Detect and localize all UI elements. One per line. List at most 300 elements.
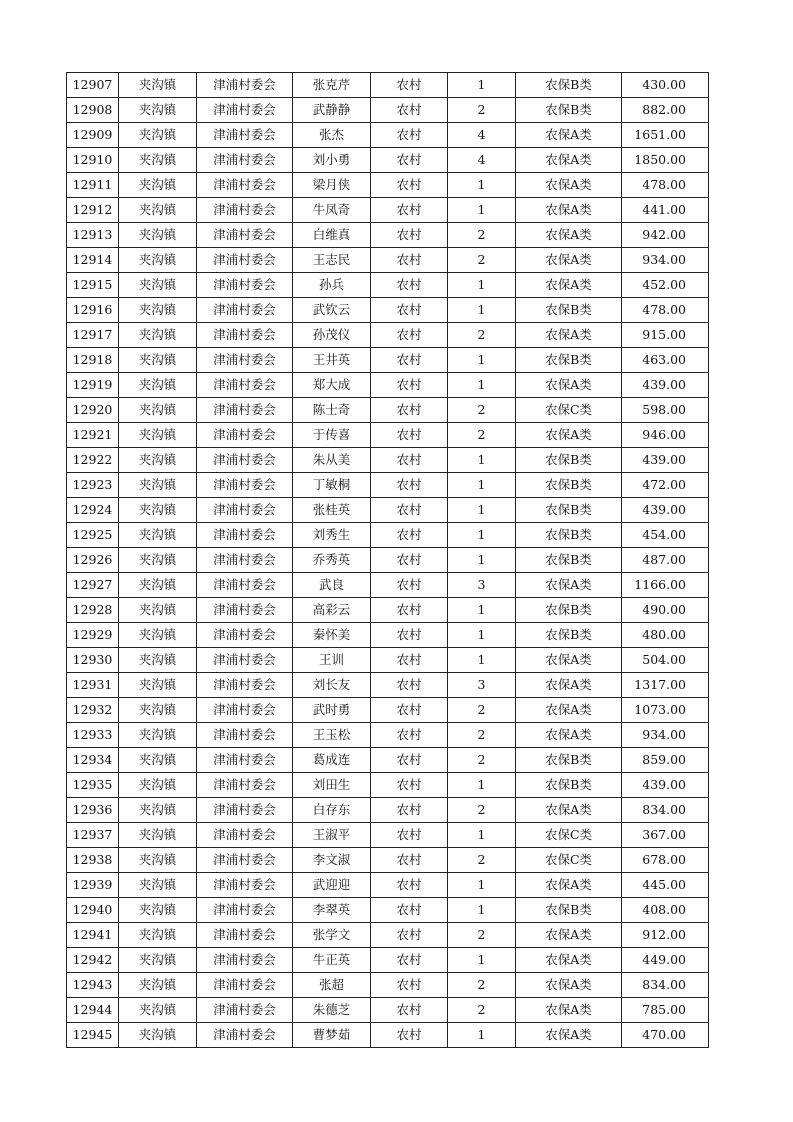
town-cell: 夹沟镇 <box>119 823 197 848</box>
village-committee-cell: 津浦村委会 <box>197 348 293 373</box>
village-committee-cell: 津浦村委会 <box>197 573 293 598</box>
member-count-cell: 2 <box>448 423 516 448</box>
serial-number-cell: 12934 <box>67 748 119 773</box>
table-row <box>67 823 709 848</box>
member-count-cell: 1 <box>448 948 516 973</box>
insurance-class-cell: 农保A类 <box>516 648 622 673</box>
amount-cell: 882.00 <box>622 98 709 123</box>
roster-table <box>66 72 709 1048</box>
serial-number-cell: 12940 <box>67 898 119 923</box>
serial-number-cell: 12915 <box>67 273 119 298</box>
village-committee-cell: 津浦村委会 <box>197 598 293 623</box>
name-cell: 秦怀美 <box>293 623 371 648</box>
serial-number-cell: 12909 <box>67 123 119 148</box>
amount-cell: 472.00 <box>622 473 709 498</box>
member-count-cell: 1 <box>448 823 516 848</box>
town-cell: 夹沟镇 <box>119 898 197 923</box>
table-row <box>67 798 709 823</box>
insurance-class-cell: 农保A类 <box>516 198 622 223</box>
name-cell: 王志民 <box>293 248 371 273</box>
table-row <box>67 373 709 398</box>
serial-number-cell: 12911 <box>67 173 119 198</box>
table-row <box>67 623 709 648</box>
roster-table-body <box>67 73 709 1048</box>
town-cell: 夹沟镇 <box>119 1023 197 1048</box>
table-row <box>67 148 709 173</box>
table-row <box>67 73 709 98</box>
village-committee-cell: 津浦村委会 <box>197 73 293 98</box>
name-cell: 牛正英 <box>293 948 371 973</box>
household-type-cell: 农村 <box>371 98 448 123</box>
table-row <box>67 848 709 873</box>
name-cell: 白存东 <box>293 798 371 823</box>
serial-number-cell: 12935 <box>67 773 119 798</box>
member-count-cell: 3 <box>448 573 516 598</box>
member-count-cell: 2 <box>448 248 516 273</box>
table-row <box>67 548 709 573</box>
member-count-cell: 1 <box>448 73 516 98</box>
member-count-cell: 2 <box>448 798 516 823</box>
village-committee-cell: 津浦村委会 <box>197 798 293 823</box>
member-count-cell: 2 <box>448 973 516 998</box>
household-type-cell: 农村 <box>371 973 448 998</box>
insurance-class-cell: 农保B类 <box>516 598 622 623</box>
village-committee-cell: 津浦村委会 <box>197 973 293 998</box>
village-committee-cell: 津浦村委会 <box>197 923 293 948</box>
amount-cell: 478.00 <box>622 298 709 323</box>
name-cell: 张克芹 <box>293 73 371 98</box>
name-cell: 白维真 <box>293 223 371 248</box>
household-type-cell: 农村 <box>371 698 448 723</box>
table-row <box>67 748 709 773</box>
member-count-cell: 2 <box>448 923 516 948</box>
member-count-cell: 2 <box>448 848 516 873</box>
member-count-cell: 1 <box>448 473 516 498</box>
insurance-class-cell: 农保B类 <box>516 498 622 523</box>
village-committee-cell: 津浦村委会 <box>197 248 293 273</box>
amount-cell: 449.00 <box>622 948 709 973</box>
household-type-cell: 农村 <box>371 773 448 798</box>
member-count-cell: 1 <box>448 1023 516 1048</box>
insurance-class-cell: 农保A类 <box>516 973 622 998</box>
household-type-cell: 农村 <box>371 423 448 448</box>
village-committee-cell: 津浦村委会 <box>197 848 293 873</box>
table-row <box>67 998 709 1023</box>
amount-cell: 439.00 <box>622 448 709 473</box>
amount-cell: 934.00 <box>622 248 709 273</box>
table-row <box>67 1023 709 1048</box>
name-cell: 高彩云 <box>293 598 371 623</box>
insurance-class-cell: 农保A类 <box>516 323 622 348</box>
amount-cell: 1073.00 <box>622 698 709 723</box>
town-cell: 夹沟镇 <box>119 473 197 498</box>
insurance-class-cell: 农保A类 <box>516 148 622 173</box>
town-cell: 夹沟镇 <box>119 773 197 798</box>
insurance-class-cell: 农保B类 <box>516 773 622 798</box>
serial-number-cell: 12928 <box>67 598 119 623</box>
name-cell: 朱从美 <box>293 448 371 473</box>
village-committee-cell: 津浦村委会 <box>197 123 293 148</box>
village-committee-cell: 津浦村委会 <box>197 998 293 1023</box>
member-count-cell: 1 <box>448 773 516 798</box>
village-committee-cell: 津浦村委会 <box>197 673 293 698</box>
town-cell: 夹沟镇 <box>119 973 197 998</box>
serial-number-cell: 12927 <box>67 573 119 598</box>
insurance-class-cell: 农保B类 <box>516 548 622 573</box>
amount-cell: 480.00 <box>622 623 709 648</box>
amount-cell: 445.00 <box>622 873 709 898</box>
name-cell: 朱德芝 <box>293 998 371 1023</box>
insurance-class-cell: 农保A类 <box>516 698 622 723</box>
name-cell: 武静静 <box>293 98 371 123</box>
name-cell: 武迎迎 <box>293 873 371 898</box>
table-row <box>67 398 709 423</box>
serial-number-cell: 12910 <box>67 148 119 173</box>
village-committee-cell: 津浦村委会 <box>197 273 293 298</box>
village-committee-cell: 津浦村委会 <box>197 948 293 973</box>
table-row <box>67 448 709 473</box>
town-cell: 夹沟镇 <box>119 648 197 673</box>
household-type-cell: 农村 <box>371 473 448 498</box>
serial-number-cell: 12920 <box>67 398 119 423</box>
town-cell: 夹沟镇 <box>119 623 197 648</box>
member-count-cell: 4 <box>448 148 516 173</box>
amount-cell: 454.00 <box>622 523 709 548</box>
member-count-cell: 1 <box>448 198 516 223</box>
household-type-cell: 农村 <box>371 448 448 473</box>
household-type-cell: 农村 <box>371 273 448 298</box>
village-committee-cell: 津浦村委会 <box>197 223 293 248</box>
amount-cell: 834.00 <box>622 973 709 998</box>
serial-number-cell: 12932 <box>67 698 119 723</box>
town-cell: 夹沟镇 <box>119 98 197 123</box>
insurance-class-cell: 农保B类 <box>516 623 622 648</box>
serial-number-cell: 12908 <box>67 98 119 123</box>
name-cell: 张超 <box>293 973 371 998</box>
serial-number-cell: 12923 <box>67 473 119 498</box>
town-cell: 夹沟镇 <box>119 398 197 423</box>
name-cell: 刘小勇 <box>293 148 371 173</box>
insurance-class-cell: 农保A类 <box>516 948 622 973</box>
village-committee-cell: 津浦村委会 <box>197 823 293 848</box>
serial-number-cell: 12918 <box>67 348 119 373</box>
household-type-cell: 农村 <box>371 498 448 523</box>
serial-number-cell: 12944 <box>67 998 119 1023</box>
household-type-cell: 农村 <box>371 573 448 598</box>
serial-number-cell: 12945 <box>67 1023 119 1048</box>
table-row <box>67 648 709 673</box>
insurance-class-cell: 农保A类 <box>516 123 622 148</box>
insurance-class-cell: 农保A类 <box>516 673 622 698</box>
household-type-cell: 农村 <box>371 948 448 973</box>
amount-cell: 478.00 <box>622 173 709 198</box>
insurance-class-cell: 农保A类 <box>516 923 622 948</box>
insurance-class-cell: 农保B类 <box>516 898 622 923</box>
town-cell: 夹沟镇 <box>119 148 197 173</box>
member-count-cell: 2 <box>448 323 516 348</box>
table-row <box>67 598 709 623</box>
insurance-class-cell: 农保A类 <box>516 248 622 273</box>
household-type-cell: 农村 <box>371 73 448 98</box>
serial-number-cell: 12913 <box>67 223 119 248</box>
town-cell: 夹沟镇 <box>119 798 197 823</box>
member-count-cell: 1 <box>448 598 516 623</box>
table-row <box>67 973 709 998</box>
name-cell: 王训 <box>293 648 371 673</box>
name-cell: 王井英 <box>293 348 371 373</box>
member-count-cell: 1 <box>448 898 516 923</box>
table-row <box>67 298 709 323</box>
insurance-class-cell: 农保C类 <box>516 398 622 423</box>
village-committee-cell: 津浦村委会 <box>197 623 293 648</box>
table-row <box>67 473 709 498</box>
village-committee-cell: 津浦村委会 <box>197 148 293 173</box>
amount-cell: 439.00 <box>622 773 709 798</box>
name-cell: 刘田生 <box>293 773 371 798</box>
name-cell: 丁敏桐 <box>293 473 371 498</box>
member-count-cell: 1 <box>448 273 516 298</box>
household-type-cell: 农村 <box>371 798 448 823</box>
name-cell: 刘长友 <box>293 673 371 698</box>
village-committee-cell: 津浦村委会 <box>197 448 293 473</box>
name-cell: 张杰 <box>293 123 371 148</box>
amount-cell: 463.00 <box>622 348 709 373</box>
household-type-cell: 农村 <box>371 923 448 948</box>
member-count-cell: 1 <box>448 348 516 373</box>
insurance-class-cell: 农保A类 <box>516 373 622 398</box>
village-committee-cell: 津浦村委会 <box>197 498 293 523</box>
amount-cell: 942.00 <box>622 223 709 248</box>
insurance-class-cell: 农保A类 <box>516 873 622 898</box>
name-cell: 孙兵 <box>293 273 371 298</box>
insurance-class-cell: 农保B类 <box>516 98 622 123</box>
amount-cell: 441.00 <box>622 198 709 223</box>
name-cell: 张学文 <box>293 923 371 948</box>
town-cell: 夹沟镇 <box>119 423 197 448</box>
member-count-cell: 1 <box>448 523 516 548</box>
household-type-cell: 农村 <box>371 598 448 623</box>
member-count-cell: 1 <box>448 298 516 323</box>
town-cell: 夹沟镇 <box>119 223 197 248</box>
amount-cell: 470.00 <box>622 1023 709 1048</box>
town-cell: 夹沟镇 <box>119 598 197 623</box>
name-cell: 刘秀生 <box>293 523 371 548</box>
household-type-cell: 农村 <box>371 398 448 423</box>
amount-cell: 1850.00 <box>622 148 709 173</box>
member-count-cell: 1 <box>448 873 516 898</box>
town-cell: 夹沟镇 <box>119 373 197 398</box>
serial-number-cell: 12943 <box>67 973 119 998</box>
amount-cell: 487.00 <box>622 548 709 573</box>
household-type-cell: 农村 <box>371 898 448 923</box>
name-cell: 李文淑 <box>293 848 371 873</box>
serial-number-cell: 12939 <box>67 873 119 898</box>
member-count-cell: 1 <box>448 373 516 398</box>
insurance-class-cell: 农保A类 <box>516 273 622 298</box>
insurance-class-cell: 农保C类 <box>516 823 622 848</box>
amount-cell: 915.00 <box>622 323 709 348</box>
household-type-cell: 农村 <box>371 623 448 648</box>
village-committee-cell: 津浦村委会 <box>197 773 293 798</box>
household-type-cell: 农村 <box>371 823 448 848</box>
town-cell: 夹沟镇 <box>119 548 197 573</box>
serial-number-cell: 12929 <box>67 623 119 648</box>
serial-number-cell: 12925 <box>67 523 119 548</box>
table-row <box>67 273 709 298</box>
member-count-cell: 3 <box>448 673 516 698</box>
serial-number-cell: 12938 <box>67 848 119 873</box>
village-committee-cell: 津浦村委会 <box>197 698 293 723</box>
name-cell: 张桂英 <box>293 498 371 523</box>
name-cell: 于传喜 <box>293 423 371 448</box>
town-cell: 夹沟镇 <box>119 123 197 148</box>
name-cell: 郑大成 <box>293 373 371 398</box>
amount-cell: 678.00 <box>622 848 709 873</box>
insurance-class-cell: 农保B类 <box>516 523 622 548</box>
table-row <box>67 98 709 123</box>
town-cell: 夹沟镇 <box>119 448 197 473</box>
amount-cell: 1651.00 <box>622 123 709 148</box>
serial-number-cell: 12924 <box>67 498 119 523</box>
town-cell: 夹沟镇 <box>119 273 197 298</box>
town-cell: 夹沟镇 <box>119 948 197 973</box>
table-row <box>67 673 709 698</box>
amount-cell: 912.00 <box>622 923 709 948</box>
household-type-cell: 农村 <box>371 748 448 773</box>
town-cell: 夹沟镇 <box>119 848 197 873</box>
table-row <box>67 948 709 973</box>
village-committee-cell: 津浦村委会 <box>197 523 293 548</box>
village-committee-cell: 津浦村委会 <box>197 398 293 423</box>
table-row <box>67 423 709 448</box>
insurance-class-cell: 农保A类 <box>516 223 622 248</box>
serial-number-cell: 12922 <box>67 448 119 473</box>
insurance-class-cell: 农保A类 <box>516 573 622 598</box>
member-count-cell: 2 <box>448 748 516 773</box>
serial-number-cell: 12916 <box>67 298 119 323</box>
name-cell: 武时勇 <box>293 698 371 723</box>
amount-cell: 367.00 <box>622 823 709 848</box>
household-type-cell: 农村 <box>371 848 448 873</box>
town-cell: 夹沟镇 <box>119 348 197 373</box>
member-count-cell: 1 <box>448 448 516 473</box>
village-committee-cell: 津浦村委会 <box>197 473 293 498</box>
insurance-class-cell: 农保C类 <box>516 848 622 873</box>
amount-cell: 439.00 <box>622 498 709 523</box>
insurance-class-cell: 农保B类 <box>516 473 622 498</box>
town-cell: 夹沟镇 <box>119 498 197 523</box>
serial-number-cell: 12937 <box>67 823 119 848</box>
household-type-cell: 农村 <box>371 148 448 173</box>
insurance-class-cell: 农保A类 <box>516 173 622 198</box>
amount-cell: 490.00 <box>622 598 709 623</box>
village-committee-cell: 津浦村委会 <box>197 548 293 573</box>
town-cell: 夹沟镇 <box>119 923 197 948</box>
household-type-cell: 农村 <box>371 1023 448 1048</box>
serial-number-cell: 12931 <box>67 673 119 698</box>
town-cell: 夹沟镇 <box>119 698 197 723</box>
name-cell: 曹梦茹 <box>293 1023 371 1048</box>
name-cell: 武良 <box>293 573 371 598</box>
insurance-class-cell: 农保A类 <box>516 723 622 748</box>
household-type-cell: 农村 <box>371 523 448 548</box>
village-committee-cell: 津浦村委会 <box>197 723 293 748</box>
table-row <box>67 698 709 723</box>
insurance-class-cell: 农保B类 <box>516 748 622 773</box>
serial-number-cell: 12917 <box>67 323 119 348</box>
amount-cell: 452.00 <box>622 273 709 298</box>
name-cell: 乔秀英 <box>293 548 371 573</box>
table-row <box>67 873 709 898</box>
household-type-cell: 农村 <box>371 198 448 223</box>
town-cell: 夹沟镇 <box>119 523 197 548</box>
amount-cell: 934.00 <box>622 723 709 748</box>
member-count-cell: 1 <box>448 648 516 673</box>
serial-number-cell: 12926 <box>67 548 119 573</box>
town-cell: 夹沟镇 <box>119 198 197 223</box>
serial-number-cell: 12933 <box>67 723 119 748</box>
town-cell: 夹沟镇 <box>119 248 197 273</box>
village-committee-cell: 津浦村委会 <box>197 1023 293 1048</box>
town-cell: 夹沟镇 <box>119 573 197 598</box>
serial-number-cell: 12919 <box>67 373 119 398</box>
name-cell: 牛凤奇 <box>293 198 371 223</box>
village-committee-cell: 津浦村委会 <box>197 873 293 898</box>
amount-cell: 859.00 <box>622 748 709 773</box>
amount-cell: 408.00 <box>622 898 709 923</box>
household-type-cell: 农村 <box>371 998 448 1023</box>
table-row <box>67 573 709 598</box>
member-count-cell: 1 <box>448 498 516 523</box>
name-cell: 陈士奇 <box>293 398 371 423</box>
member-count-cell: 1 <box>448 173 516 198</box>
table-row <box>67 198 709 223</box>
household-type-cell: 农村 <box>371 648 448 673</box>
town-cell: 夹沟镇 <box>119 723 197 748</box>
household-type-cell: 农村 <box>371 173 448 198</box>
table-row <box>67 523 709 548</box>
household-type-cell: 农村 <box>371 723 448 748</box>
household-type-cell: 农村 <box>371 873 448 898</box>
village-committee-cell: 津浦村委会 <box>197 298 293 323</box>
town-cell: 夹沟镇 <box>119 673 197 698</box>
member-count-cell: 2 <box>448 723 516 748</box>
town-cell: 夹沟镇 <box>119 748 197 773</box>
insurance-class-cell: 农保A类 <box>516 1023 622 1048</box>
member-count-cell: 2 <box>448 998 516 1023</box>
village-committee-cell: 津浦村委会 <box>197 423 293 448</box>
insurance-class-cell: 农保B类 <box>516 73 622 98</box>
serial-number-cell: 12921 <box>67 423 119 448</box>
member-count-cell: 2 <box>448 398 516 423</box>
member-count-cell: 2 <box>448 98 516 123</box>
insurance-class-cell: 农保B类 <box>516 448 622 473</box>
household-type-cell: 农村 <box>371 348 448 373</box>
name-cell: 葛成连 <box>293 748 371 773</box>
member-count-cell: 2 <box>448 698 516 723</box>
serial-number-cell: 12907 <box>67 73 119 98</box>
amount-cell: 439.00 <box>622 373 709 398</box>
town-cell: 夹沟镇 <box>119 173 197 198</box>
household-type-cell: 农村 <box>371 373 448 398</box>
serial-number-cell: 12936 <box>67 798 119 823</box>
table-row <box>67 173 709 198</box>
household-type-cell: 农村 <box>371 298 448 323</box>
member-count-cell: 1 <box>448 548 516 573</box>
insurance-class-cell: 农保B类 <box>516 298 622 323</box>
insurance-class-cell: 农保A类 <box>516 798 622 823</box>
village-committee-cell: 津浦村委会 <box>197 373 293 398</box>
